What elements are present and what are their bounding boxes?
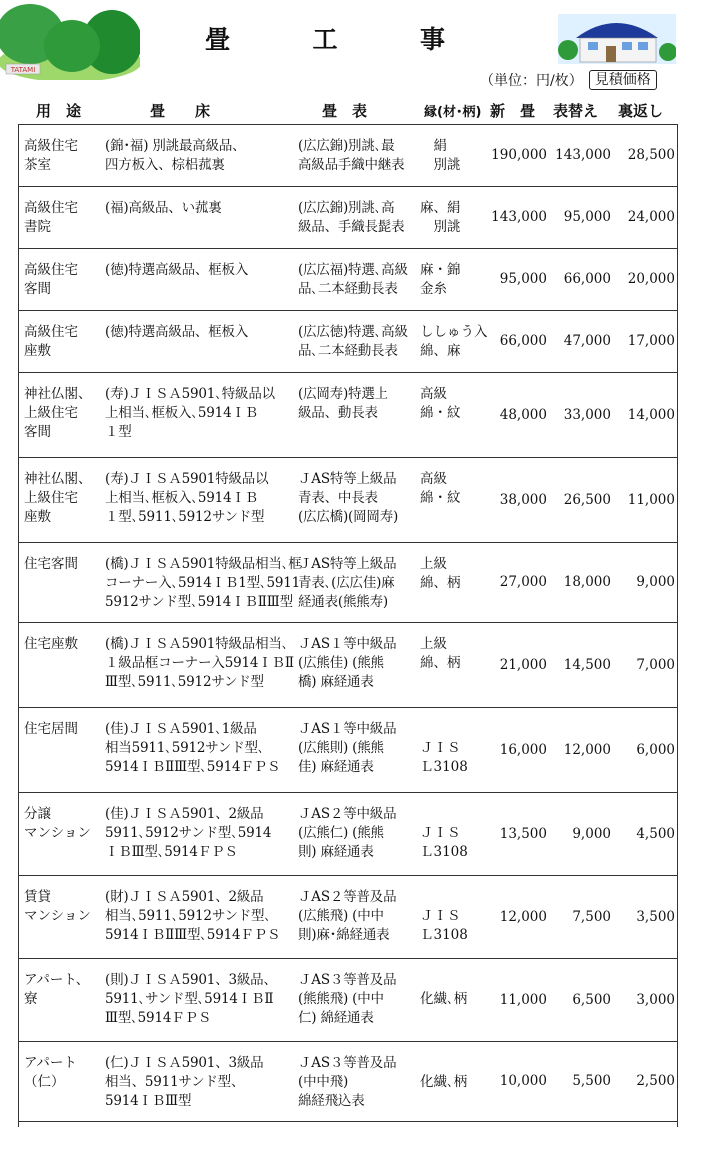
cell-new-price: 27,000 [499, 574, 547, 590]
cell-use: 神社仏閣、 上級住宅 客間 [24, 386, 92, 440]
cell-floor: (佳)ＪＩＳＡ5901、2級品 5911､5912サンド型､5914 ＩＢⅢ型､5914ＦＰＳ [105, 806, 272, 860]
cell-floor: (寿)ＪＩＳＡ5901､特級品以 上相当､框板入､5914ＩＢ １型 [105, 386, 275, 440]
table-row [18, 543, 677, 623]
cell-edge: ＪＩＳ Ｌ3108 [420, 740, 468, 775]
cell-new-price: 12,000 [499, 908, 547, 925]
cell-flip-price: 24,000 [627, 209, 675, 225]
table-row [18, 249, 677, 311]
cell-flip-price: 2,500 [636, 1073, 675, 1089]
cell-replace-price: 5,500 [572, 1073, 611, 1089]
logo-text: TATAMI [10, 66, 36, 74]
cell-floor: (福)高級品、い菰裏 [105, 200, 222, 216]
cell-surface: (広岡寿)特選上 級品、動長表 [298, 386, 388, 421]
cell-edge: 化繊､柄 [420, 991, 468, 1007]
cell-replace-price: 143,000 [555, 147, 611, 163]
cell-surface: ＪAS３等普及品 (熊熊飛) (中中 仁) 綿経通表 [298, 972, 397, 1026]
header-replace: 表替え [553, 102, 599, 120]
cell-floor: (財)ＪＩＳＡ5901、2級品 相当､5911､5912サンド型､ 5914ＩＢⅡⅢ型､5914ＦＰＳ [105, 889, 281, 943]
table-row [18, 1042, 677, 1122]
cell-replace-price: 7,500 [572, 908, 611, 925]
cell-new-price: 10,000 [499, 1073, 547, 1089]
cell-edge: ＪＩＳ Ｌ3108 [420, 908, 468, 943]
cell-use: アパート、 寮 [24, 972, 90, 1007]
cell-edge: 高級 綿・紋 [420, 471, 461, 506]
table-row [18, 793, 677, 876]
cell-new-price: 21,000 [499, 656, 547, 673]
cell-floor: (橋)ＪＩＳＡ5901特級品相当､框 コーナー入､5914ＩＢ1型､5911 5912サンド型､5914ＩＢⅡⅢ型 [105, 556, 302, 610]
cell-replace-price: 12,000 [563, 741, 611, 758]
table-row [18, 373, 677, 458]
title-char-2: 工 [312, 25, 338, 54]
cell-replace-price: 95,000 [563, 209, 611, 225]
cell-new-price: 13,500 [499, 825, 547, 842]
cell-new-price: 143,000 [491, 209, 547, 225]
cell-floor: (徳)特選高級品、框板入 [105, 262, 249, 278]
house-icon [558, 14, 676, 64]
cell-new-price: 66,000 [499, 333, 547, 349]
cell-use: 高級住宅 客間 [24, 262, 78, 297]
cell-floor: (仁)ＪＩＳＡ5901、3級品 相当、5911サンド型、 5914ＩＢⅢ型 [105, 1055, 264, 1109]
cell-flip-price: 9,000 [636, 574, 675, 590]
cell-floor: (佳)ＪＩＳＡ5901､1級品 相当5911､5912サンド型､ 5914ＩＢⅡⅢ型､5914ＦＰＳ [105, 721, 281, 775]
table-row [18, 876, 677, 959]
cell-edge: 絹 別誂 [433, 138, 461, 173]
cell-flip-price: 17,000 [627, 333, 675, 349]
cell-surface: ＪAS２等中級品 (広熊仁) (熊熊 則) 麻経通表 [298, 806, 397, 860]
cell-surface: ＪAS特等上級品 青表、中長表 (広広橋)(岡岡寿) [298, 471, 399, 525]
cell-replace-price: 6,500 [572, 991, 611, 1008]
cell-new-price: 11,000 [499, 991, 547, 1008]
cell-edge: 上級 綿、柄 [420, 556, 461, 591]
cell-use: 住宅居間 [24, 721, 78, 737]
table-row [18, 959, 677, 1042]
cell-flip-price: 7,000 [636, 656, 675, 673]
title-char-3: 事 [419, 25, 445, 54]
cell-use: 高級住宅 茶室 [24, 138, 78, 173]
quote-badge: 見積価格 [589, 70, 657, 90]
table-header [0, 98, 709, 124]
cell-flip-price: 6,000 [636, 741, 675, 758]
cell-replace-price: 14,500 [563, 656, 611, 673]
cell-surface: (広広徳)特選､高級 品､二本経動長表 [298, 324, 408, 359]
cell-replace-price: 18,000 [563, 574, 611, 590]
cell-surface: (広広福)特選､高級 品､二本経動長表 [298, 262, 408, 297]
cell-use: 住宅客間 [24, 556, 78, 572]
cell-surface: ＪAS２等普及品 (広熊飛) (中中 則)麻･綿経通表 [298, 889, 397, 943]
unit-label: （単位：円/枚） [480, 73, 583, 89]
cell-floor: (寿)ＪＩＳＡ5901特級品以 上相当､框板入､5914ＩＢ １型､5911､5912サンド型 [105, 471, 269, 525]
cell-replace-price: 26,500 [563, 491, 611, 508]
header-edge: 縁(材･柄) [424, 105, 482, 120]
cell-replace-price: 9,000 [572, 825, 611, 842]
table-row [18, 311, 677, 373]
cell-edge: 麻、絹 別誂 [420, 200, 461, 235]
cell-surface: ＪAS１等中級品 (広熊佳) (熊熊 橋) 麻経通表 [298, 636, 397, 690]
cell-new-price: 48,000 [499, 406, 547, 423]
table-row [18, 623, 677, 708]
cell-flip-price: 3,500 [636, 908, 675, 925]
cell-edge: 化繊､柄 [420, 1074, 468, 1090]
cell-new-price: 95,000 [499, 271, 547, 287]
header-flip: 裏返し [618, 102, 664, 120]
cell-replace-price: 47,000 [563, 333, 611, 349]
cell-flip-price: 14,000 [627, 406, 675, 423]
header-surface: 畳 表 [322, 102, 368, 120]
cell-edge: 麻・錦 金糸 [420, 262, 461, 297]
cell-replace-price: 33,000 [563, 406, 611, 423]
cell-replace-price: 66,000 [563, 271, 611, 287]
header-floor: 畳 床 [150, 102, 211, 120]
cell-floor: (錦･福) 別誂最高級品、 四方板入、棕梠菰裏 [105, 138, 246, 173]
cell-edge: ししゅう入 綿、麻 [420, 324, 488, 359]
table-row [18, 125, 677, 187]
cell-floor: (徳)特選高級品、框板入 [105, 324, 249, 340]
cell-edge: 高級 綿・紋 [420, 386, 461, 421]
table-row [18, 458, 677, 543]
cell-use: 高級住宅 書院 [24, 200, 78, 235]
page-title [205, 20, 445, 56]
unit-row [480, 70, 657, 90]
cell-new-price: 16,000 [499, 741, 547, 758]
cell-floor: (則)ＪＩＳＡ5901、3級品、 5911､サンド型､5914ＩＢⅡ Ⅲ型､5914ＦＰＳ [105, 972, 277, 1026]
cell-use: 神社仏閣、 上級住宅 座敷 [24, 471, 92, 525]
cell-surface: ＪAS１等中級品 (広熊則) (熊熊 佳) 麻経通表 [298, 721, 397, 775]
cell-edge: 上級 綿、柄 [420, 636, 461, 671]
cell-surface: (広広錦)別誂､最 高級品手織中継表 [298, 138, 405, 173]
table-row [18, 708, 677, 793]
header-new: 新 畳 [490, 102, 536, 120]
cell-use: 賃貸 マンション [24, 889, 91, 924]
cell-floor: (橋)ＪＩＳＡ5901特級品相当､ １級品框コーナー入5914ＩＢⅡ Ⅲ型､5911､5912サンド型 [105, 636, 294, 690]
cell-new-price: 190,000 [491, 147, 547, 163]
cell-new-price: 38,000 [499, 491, 547, 508]
cell-flip-price: 20,000 [627, 271, 675, 287]
cell-use: アパート （仁） [24, 1055, 77, 1090]
cell-edge: ＪＩＳ Ｌ3108 [420, 825, 468, 860]
hills-logo-icon [0, 0, 140, 80]
cell-flip-price: 11,000 [627, 491, 675, 508]
cell-flip-price: 28,500 [627, 147, 675, 163]
cell-use: 住宅座敷 [24, 636, 78, 652]
title-char-1: 畳 [205, 25, 231, 54]
cell-flip-price: 4,500 [636, 825, 675, 842]
cell-use: 高級住宅 座敷 [24, 324, 78, 359]
cell-flip-price: 3,000 [636, 991, 675, 1008]
cell-use: 分譲 マンション [24, 806, 91, 841]
table-row [18, 187, 677, 249]
cell-surface: ＪAS３等普及品 (中中飛) 綿経飛込表 [298, 1055, 397, 1109]
cell-surface: (広広錦)別誂､高 級品、手織長髭表 [298, 200, 405, 235]
table-right-border [677, 124, 678, 1127]
price-table [18, 124, 677, 1122]
header-use: 用 途 [36, 102, 82, 120]
cell-surface: ＪAS特等上級品 青表､(広広佳)麻 経通表(熊熊寿) [298, 556, 397, 610]
